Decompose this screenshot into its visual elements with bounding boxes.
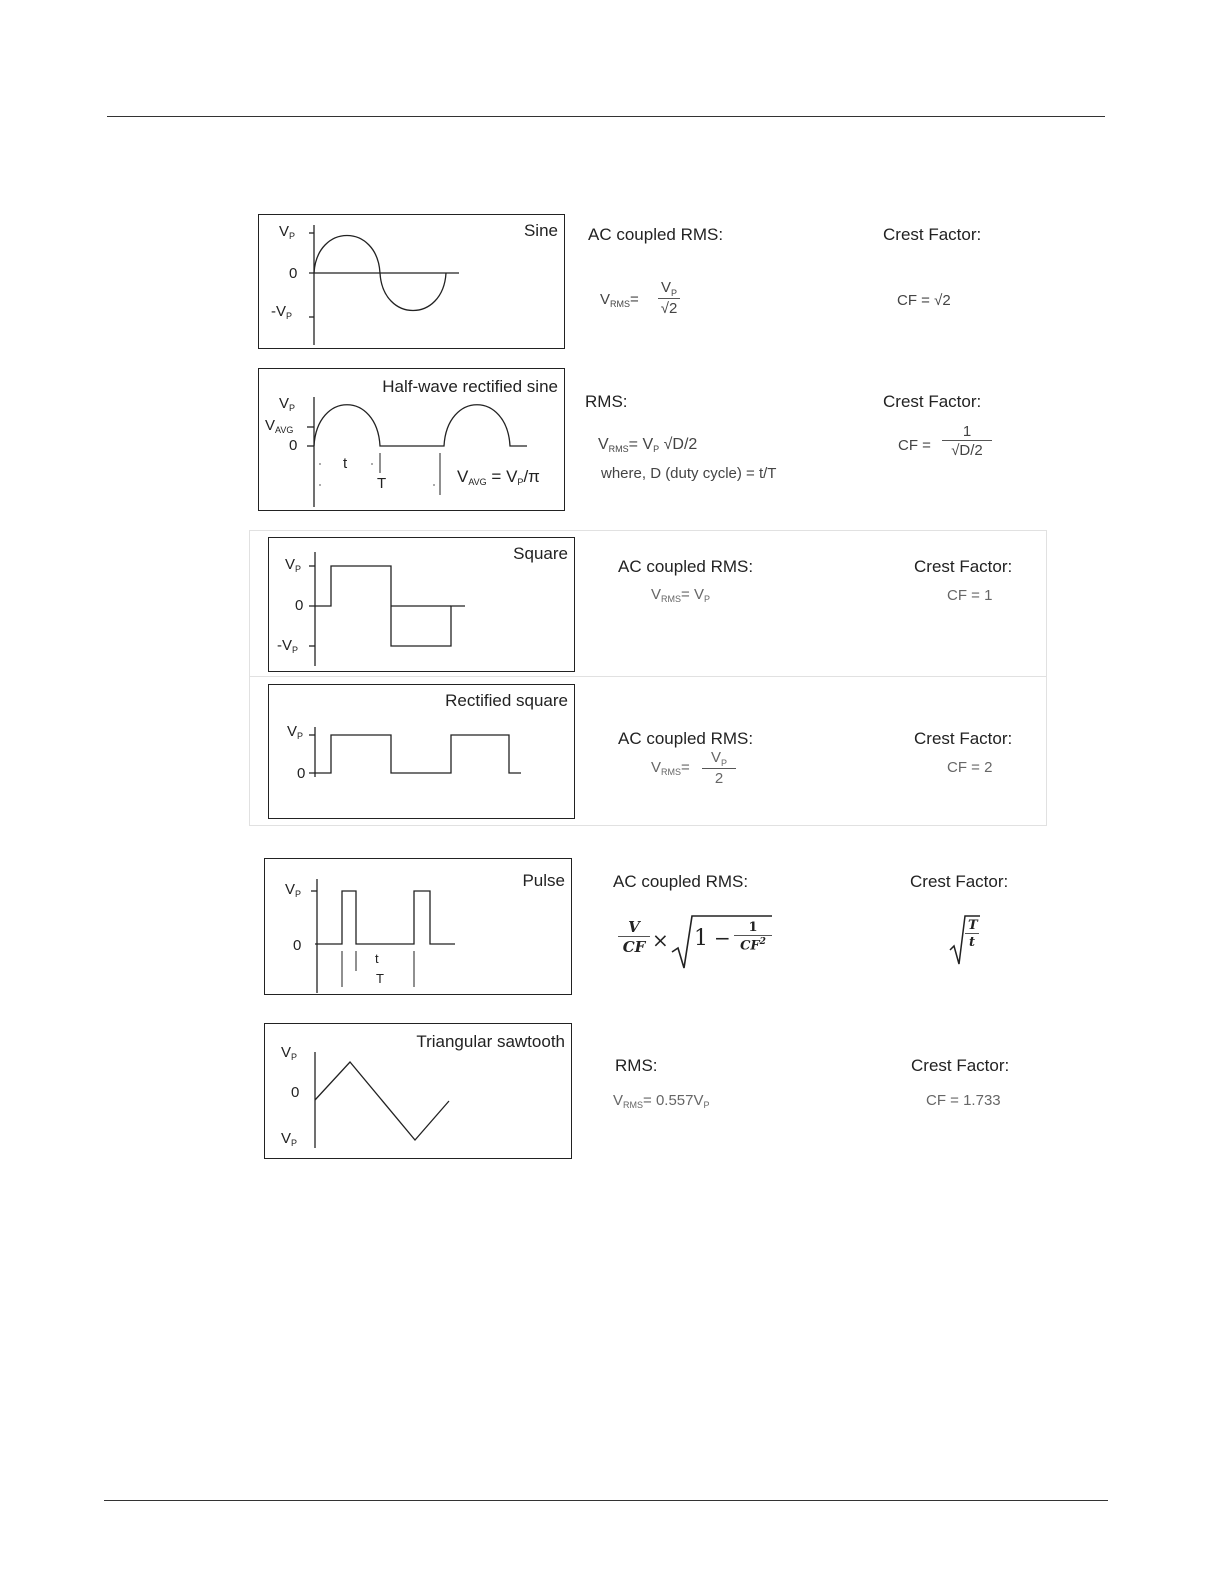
pulse-cf-header: Crest Factor: bbox=[910, 872, 1009, 891]
pulse-rms-formula bbox=[616, 912, 776, 974]
sine-vp-label: $V_P$ bbox=[279, 223, 296, 241]
pulse-rms-inner-fraction: $\frac{1}{CF^2}$ bbox=[734, 920, 772, 953]
triangle-rms-formula: $V_{RMS}= 0.557V_P$ bbox=[613, 1092, 710, 1110]
sine-title: Sine bbox=[523, 221, 558, 240]
square-neg-vp-label: $-V_P$ bbox=[277, 637, 299, 655]
sine-waveform-box bbox=[258, 214, 565, 349]
halfwave-wave-plot bbox=[259, 369, 564, 510]
halfwave-rms-header: RMS: bbox=[585, 392, 628, 411]
halfwave-period-label: T bbox=[377, 475, 387, 492]
halfwave-rms-formula: $V_{RMS}= V_P$ √D/2 bbox=[598, 436, 698, 454]
square-rms-formula: $V_{RMS}= V_P$ bbox=[651, 586, 710, 604]
sine-zero-label: 0 bbox=[289, 265, 298, 282]
rectsquare-wave-plot bbox=[269, 685, 574, 818]
top-rule bbox=[107, 116, 1105, 117]
rectsquare-rms-fraction bbox=[702, 749, 736, 787]
pulse-rms-minus: − bbox=[714, 926, 731, 950]
triangle-waveform-box bbox=[264, 1023, 572, 1159]
square-rms-header: AC coupled RMS: bbox=[618, 557, 754, 576]
rectsquare-zero-label: 0 bbox=[297, 765, 306, 782]
square-zero-label: 0 bbox=[295, 597, 304, 614]
halfwave-cf-fraction bbox=[942, 423, 992, 459]
square-cf-formula: CF = 1 bbox=[947, 587, 993, 604]
halfwave-zero-label: 0 bbox=[289, 437, 298, 454]
rectsquare-rms-lhs: $V_{RMS}=$ bbox=[651, 759, 690, 777]
pulse-cf-fraction: $\frac{T}{t}$ bbox=[965, 918, 979, 950]
halfwave-vavg-label: $V_{AVG}$ bbox=[265, 417, 294, 435]
halfwave-cf-header: Crest Factor: bbox=[883, 392, 982, 411]
halfwave-where-note: where, D (duty cycle) = t/T bbox=[601, 465, 777, 482]
sine-rms-header: AC coupled RMS: bbox=[588, 225, 724, 244]
rectsquare-rms-header: AC coupled RMS: bbox=[618, 729, 754, 748]
triangle-wave-plot bbox=[265, 1024, 571, 1158]
rectsquare-rms-numerator: $V_P$ bbox=[702, 749, 736, 769]
pulse-rms-v-over-cf: $\frac{V}{CF}$ bbox=[618, 918, 650, 956]
pulse-rms-header: AC coupled RMS: bbox=[613, 872, 749, 891]
sine-rms-lhs: $V_{RMS}=$ bbox=[600, 291, 639, 309]
pulse-wave-plot bbox=[265, 859, 571, 994]
rectsquare-rms-denominator: 2 bbox=[714, 770, 724, 787]
halfwave-cf-denominator: √D/2 bbox=[951, 442, 983, 459]
rectsquare-title: Rectified square bbox=[445, 691, 568, 710]
pulse-cf-formula bbox=[948, 912, 982, 966]
pulse-rms-times: × bbox=[652, 928, 669, 952]
halfwave-cf-lhs: CF = bbox=[898, 437, 931, 454]
rectsquare-cf-formula: CF = 2 bbox=[947, 759, 993, 776]
bottom-rule bbox=[104, 1500, 1108, 1501]
rectsquare-waveform-box bbox=[268, 684, 575, 819]
sine-neg-vp-label: $-V_P$ bbox=[271, 303, 293, 321]
sine-rms-denominator: √2 bbox=[660, 300, 678, 317]
triangle-cf-formula: CF = 1.733 bbox=[926, 1092, 1001, 1109]
halfwave-vavg-equation: $V_{AVG} = V_P/\pi$ bbox=[457, 467, 540, 487]
pulse-zero-label: 0 bbox=[293, 937, 302, 954]
triangle-rms-header: RMS: bbox=[615, 1056, 658, 1075]
pulse-vp-label: $V_P$ bbox=[285, 881, 302, 899]
triangle-title: Triangular sawtooth bbox=[416, 1032, 565, 1051]
sine-cf-header: Crest Factor: bbox=[883, 225, 982, 244]
square-wave-plot bbox=[269, 538, 574, 671]
square-title: Square bbox=[513, 544, 568, 563]
pulse-title: Pulse bbox=[522, 871, 565, 890]
square-vp-label: $V_P$ bbox=[285, 556, 302, 574]
halfwave-t-label: t bbox=[343, 455, 348, 472]
rectsquare-cf-header: Crest Factor: bbox=[914, 729, 1013, 748]
triangle-zero-label: 0 bbox=[291, 1084, 300, 1101]
sine-rms-numerator: $V_P$ bbox=[658, 279, 680, 299]
halfwave-title: Half-wave rectified sine bbox=[382, 377, 558, 396]
rectsquare-vp-label: $V_P$ bbox=[287, 723, 304, 741]
triangle-neg-vp-label: $V_P$ bbox=[281, 1130, 298, 1148]
triangle-cf-header: Crest Factor: bbox=[911, 1056, 1010, 1075]
pulse-waveform-box bbox=[264, 858, 572, 995]
sine-wave-plot bbox=[259, 215, 564, 348]
sine-cf-formula: CF = √2 bbox=[897, 292, 951, 309]
halfwave-cf-numerator: 1 bbox=[942, 423, 992, 441]
square-cf-header: Crest Factor: bbox=[914, 557, 1013, 576]
sine-rms-fraction bbox=[658, 279, 680, 317]
pulse-period-label: T bbox=[376, 971, 384, 986]
pulse-t-label: t bbox=[375, 951, 379, 966]
pulse-rms-one: 1 bbox=[694, 926, 708, 951]
halfwave-vp-label: $V_P$ bbox=[279, 395, 296, 413]
triangle-vp-label: $V_P$ bbox=[281, 1044, 298, 1062]
square-waveform-box bbox=[268, 537, 575, 672]
halfwave-waveform-box bbox=[258, 368, 565, 511]
